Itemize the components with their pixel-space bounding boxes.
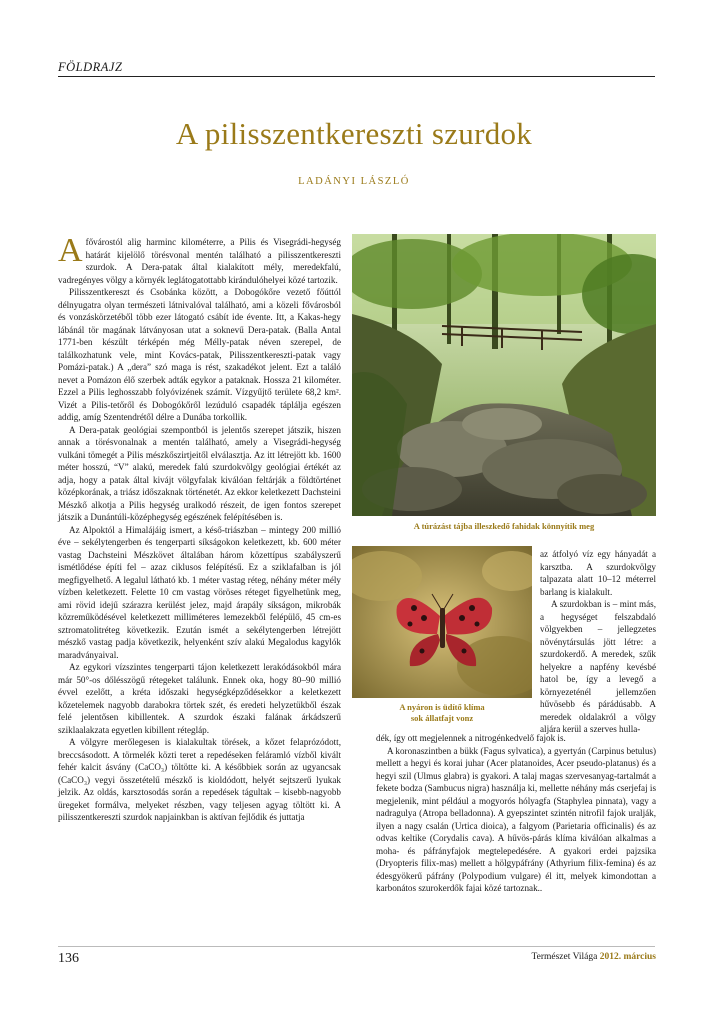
paragraph: Az egykori vízszintes tengerparti tájon keletkezett lerakódásokból mára már 50°-os dőlésszögű rétegeket találunk. Ennek oka, hogy 80–90 millió évvel ezelőtt, a kréta időszaki hegységképződésekkor a keletkezett kőzetelemek nagyobb darabokra törtek szét, és eredeti helyzetükből észak felé jelentősen kibillentek. A szurdok északi falának árkádszerű sziklaalakzata egyetlen kibillent rétegláp. <box>58 662 341 735</box>
article-column-bottom <box>376 732 656 895</box>
paragraph: A koronaszintben a bükk (Fagus sylvatica), a gyertyán (Carpinus betulus) mellett a hegyi és korai juhar (Acer platanoides, Acer pseudo-platanus) és a hegyi szil (Ulmus glabra) is gyakori. A talaj magas szervesanyag-tartalmát a fekete bodza (Sambucus nigra) használja ki, mellette néhány más cserjefaj is megjelenik, mint például a mogyorós hólyagfa (Staphylea pinnata), vagy a nadragulya (Atropa belladonna). A gyepszintet szintén nitrofil fajok uralják, ilyen a nagy csalán (Urtica dioica), a falgyom (Parietaria officinalis) és az odvas keltike (Corydalis cava). A hűvös-párás klíma kiválóan alkalmas a moha- és páfrányfajok megtelepedésére. A gyakori erdei pajzsika (Dryopteris filix-mas) mellett a hölgypáfrány (Athyrium filix-femina) és az édesgyökerű páfrány (Polypodium vulgare) él itt, melyek kimondottan a karbonátos szurokerdők fajai közé tartoznak.. <box>376 745 656 893</box>
section-label: FÖLDRAJZ <box>58 60 123 74</box>
paragraph: az átfolyó víz egy hányadát a karsztba. A szurdokvölgy talpazata alatt 10–12 méterrel barlang is kialakult. <box>540 549 656 597</box>
paragraph: A völgyre merőlegesen is kialakultak törések, a kőzet felaprózódott, breccsásodott. A törmelék közti teret a repedéseken feláramló vízből kivált fehér kalcit ásvány (CaCO₃) töltötte ki. A későbbiek során az ugyancsak (CaCO₃) vegyi összetételű mészkő is kioldódott, helyét sejtszerű lyukak jelzik. Az oldás, karsztosodás során a repedések tágultak – kisebb-nagyobb üregeket formálva, melyeket részben, vagy teljesen agyag töltött ki. A pilisszentkereszti szurdok napjainkban is aktívan fejlődik és juttatja <box>58 737 341 822</box>
article-column-left <box>58 232 341 824</box>
paragraph: A szurdokban is – mint más, a hegységet felszabdaló völgyekben – jellegzetes növénytársulás jött létre: a szurdokerdő. A meredek, szűk helyekre a napfény kevésbé hatol be, így a levegő a környezeténél jellemzően hűvösebb és párádúsabb. A meredek oldalakról a völgy aljára kerül a szerves hulla- <box>540 599 656 734</box>
page-title: A pilisszentkereszti szurdok <box>175 116 533 151</box>
photo-butterfly <box>352 546 532 698</box>
paragraph: Az Alpoktól a Himalájáig ismert, a késő-triászban – mintegy 200 millió éve – sekélytengerben és tengerparti síkságokon keletkezett, kb. 600 méter vastag Dachsteini Mészkövet általában három közettípus szabályszerű ismétlődése építi fel – azaz ciklusos felépítésű. Ez a sziklafalban is jól megfigyelhető. A legalul látható kb. 1 méter vastag réteg, néhány méter mély vízben keletkezett. Felette 10 cm vastag vöröses réteget figyelhetünk meg, ami rövid idejű szárazra kerülést jelez, majd árapály síkságon, mikrobák közreműködésével keletkezett milliméteres lemezekből felépülő, 45 cm-es sztromatolitréteg következik. Ezután ismét a sekélytengerben létrejött mészkő vastag padja következik, helyenként szív alakú Megalodus kagylók maradványaival. <box>58 524 341 660</box>
footer-rule <box>58 946 655 947</box>
photo-caption-butterfly <box>352 702 532 724</box>
author: LADÁNYI LÁSZLÓ <box>298 176 410 187</box>
footer-publication <box>531 952 656 962</box>
drop-cap: A <box>58 232 83 269</box>
paragraph: A fővárostól alig harminc kilométerre, a Pilis és Visegrádi-hegység határát kijelölő törésvonal mentén található a pilisszentkereszti szurdok. A Dera-patak által kialakított mély, meredekfalú, vadregényes völgy a környék leglátogatottabb kirándulóhelyei közé tartozik. <box>58 232 341 285</box>
caption-line: A nyáron is üdítő klíma <box>399 702 485 712</box>
caption-line: sok állatfajt vonz <box>410 713 474 723</box>
magazine-name: Természet Világa <box>531 952 598 962</box>
article-column-right <box>540 548 656 736</box>
paragraph: A Dera-patak geológiai szempontból is jelentős szerepet játszik, hiszen annak a törésvonalnak a mentén található, amely a Visegrádi-hegység vulkáni tömegét a Pilis mészkőszirtjeitől elválasztja. Az itt létrejött kb. 1600 méter hosszú, “V” alakú, meredek falú szurdokvölgy geológiai értékét az adja, hogy a patak által kivájt völgyfalak kiválóan feltárják a földtörténet középkorának, a triász időszaknak történetét. Az ekkor keletkezett Dachsteini Mészkő alkotja a Pilis hegység uralkodó részeit, de igen fontos szerepet játszik a Dunántúli-középhegység egészének felépítésében is. <box>58 424 341 522</box>
butterfly-illustration <box>352 546 532 698</box>
issue-date: 2012. március <box>599 952 656 962</box>
forest-gorge-illustration <box>352 234 656 516</box>
paragraph: dék, így ott megjelennek a nitrogénkedvelő fajok is. <box>376 733 566 743</box>
page-number: 136 <box>58 951 79 966</box>
header-rule <box>58 76 655 77</box>
photo-forest-gorge <box>352 234 656 516</box>
paragraph: Pilisszentkereszt és Csobánka között, a Dobogókőre vezető főúttól délnyugatra olyan természeti látnivalóval található, ami a közeli fővárosból és vonzáskörzetéből több ezer látogató csábít ide évente. Itt, a Kakas-hegy lábánál tör magának látványosan utat a soknevű Dera-patak. (Balla Antal 1771-ben készült térképén még Mélly-patak néven szerepel, de találkozhatunk vele, mint Kovács-patak, Pilisszentkereszti-patak vagy Pomázi-patak.) A „dera” szó maga is rést, szakadékot jelent. Ezt a találó nevet a Pomázon élő szerbek adták egykor a pataknak. Hossza 21 kilométer. Ezzel a Pilis leghosszabb folyóvizének számít. Vízgyűjtő területe 68,2 km². Vizét a Pilis-tetőről és Dobogókőről lezúduló csapadék táplálja egészen addig, amíg Szentendrétől délre a Dunába torkollik. <box>58 287 341 422</box>
photo-caption-forest: A túrázást tájba illeszkedő fahidak könnyítik meg <box>413 521 595 531</box>
